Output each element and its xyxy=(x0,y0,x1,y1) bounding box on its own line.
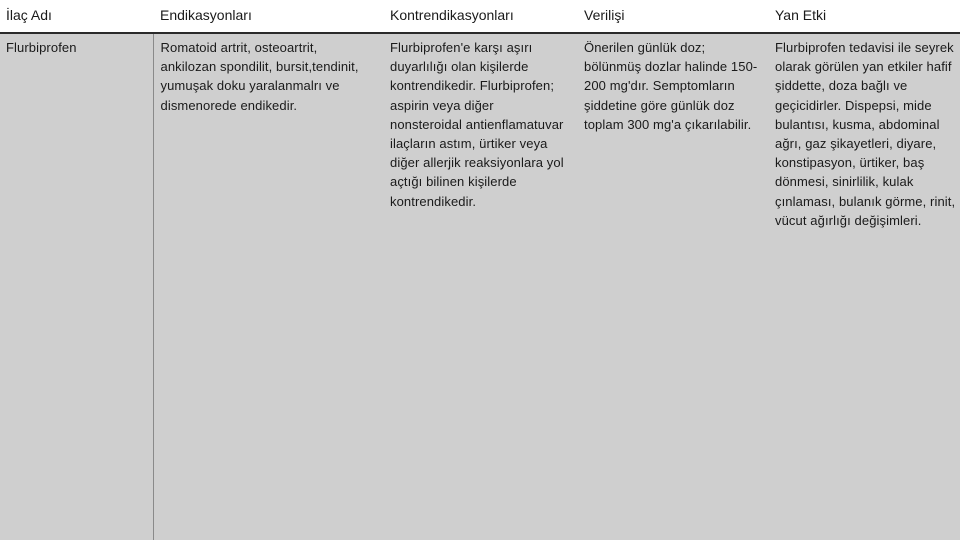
cell-contraindications: Flurbiprofen'e karşı aşırı duyarlılığı olan kişilerde kontrendikedir. Flurbiprofen; aspirin veya diğer nonsteroidal antienflamatuvar ilaçların astım, ürtiker veya diğer allerjik reaksiyonlara yol açtığı bilinen kişilerde kontrendikedir. xyxy=(383,33,575,540)
cell-indications: Romatoid artrit, osteoartrit, ankilozan spondilit, bursit,tendinit, yumuşak doku yaralanmalrı ve dismenorede endikedir. xyxy=(153,33,383,540)
header-contraindications: Kontrendikasyonları xyxy=(383,0,575,33)
cell-side-effects: Flurbiprofen tedavisi ile seyrek olarak görülen yan etkiler hafif şiddette, doza bağlı ve geçicidirler. Dispepsi, mide bulantısı, kusma, abdominal ağrı, gaz şikayetleri, diyare, konstipasyon, ürtiker, baş dönmesi, sinirlilik, kulak çınlaması, bulanık görme, rinit, vücut ağırlığı değişimleri. xyxy=(767,33,960,540)
cell-drug-name: Flurbiprofen xyxy=(0,33,153,540)
header-drug-name: İlaç Adı xyxy=(0,0,153,33)
cell-administration: Önerilen günlük doz; bölünmüş dozlar halinde 150-200 mg'dır. Semptomların şiddetine göre günlük doz toplam 300 mg'a çıkarılabilir. xyxy=(575,33,767,540)
table-row xyxy=(0,33,960,540)
header-indications: Endikasyonları xyxy=(153,0,383,33)
header-row xyxy=(0,0,960,33)
header-side-effects: Yan Etki xyxy=(767,0,960,33)
header-administration: Verilişi xyxy=(575,0,767,33)
